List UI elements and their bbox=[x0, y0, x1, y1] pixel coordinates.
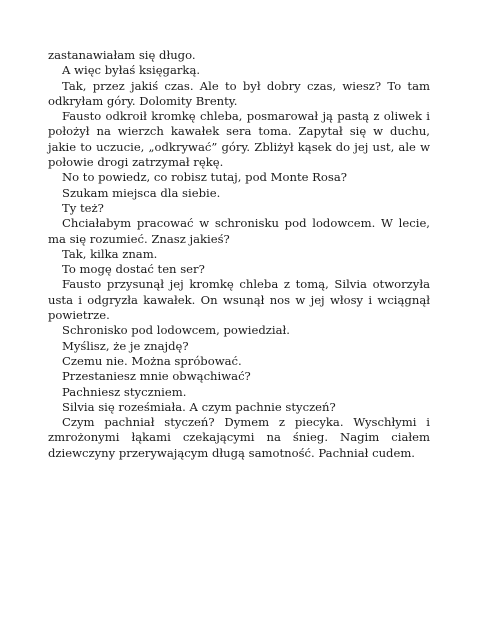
document-page bbox=[48, 48, 430, 461]
paragraph: To mogę dostać ten ser? bbox=[62, 262, 205, 277]
paragraph: zastanawiałam się długo. bbox=[48, 48, 196, 62]
paragraph: Fausto przysunął jej kromkę chleba z tomą, Silvia otworzyła usta i odgryzła kawałek. On wsunął nos w jej włosy i wciągnął powietrze. bbox=[48, 277, 430, 323]
paragraph: Schronisko pod lodowcem, powiedział. bbox=[62, 323, 290, 338]
paragraph: Szukam miejsca dla siebie. bbox=[62, 185, 221, 200]
paragraph: Czym pachniał styczeń? Dymem z piecyka. Wyschłymi i zmrożonymi łąkami czekającymi na śnieg. Nagim ciałem dziewczyny przerywającym długą samotność. Pachniał cudem. bbox=[48, 415, 430, 460]
paragraph: No to powiedz, co robisz tutaj, pod Monte Rosa? bbox=[62, 170, 347, 185]
paragraph: Fausto odkroił kromkę chleba, posmarował ją pastą z oliwek i położył na wierzch kawałek sera toma. Zapytał się w duchu, jakie to uczucie, „odkrywać” góry. Zbliżył kąsek do jej ust, ale w połowie drogi zatrzymał rękę. bbox=[48, 109, 430, 170]
paragraph: Przestaniesz mnie obwąchiwać? bbox=[62, 369, 251, 384]
paragraph: Czemu nie. Można spróbować. bbox=[62, 353, 242, 368]
paragraph: Ty też? bbox=[62, 200, 104, 215]
paragraph: Pachniesz styczniem. bbox=[62, 384, 187, 399]
paragraph: Chciałabym pracować w schronisku pod lodowcem. W lecie, ma się rozumieć. Znasz jakieś? bbox=[48, 216, 430, 246]
paragraph: Tak, przez jakiś czas. Ale to był dobry czas, wiesz? To tam odkryłam góry. Dolomity Brenty. bbox=[48, 78, 430, 108]
paragraph: Tak, kilka znam. bbox=[62, 246, 158, 261]
paragraph: A więc byłaś księgarką. bbox=[62, 63, 201, 78]
paragraph: Myślisz, że je znajdę? bbox=[62, 338, 189, 353]
paragraph: Silvia się roześmiała. A czym pachnie styczeń? bbox=[62, 399, 336, 414]
